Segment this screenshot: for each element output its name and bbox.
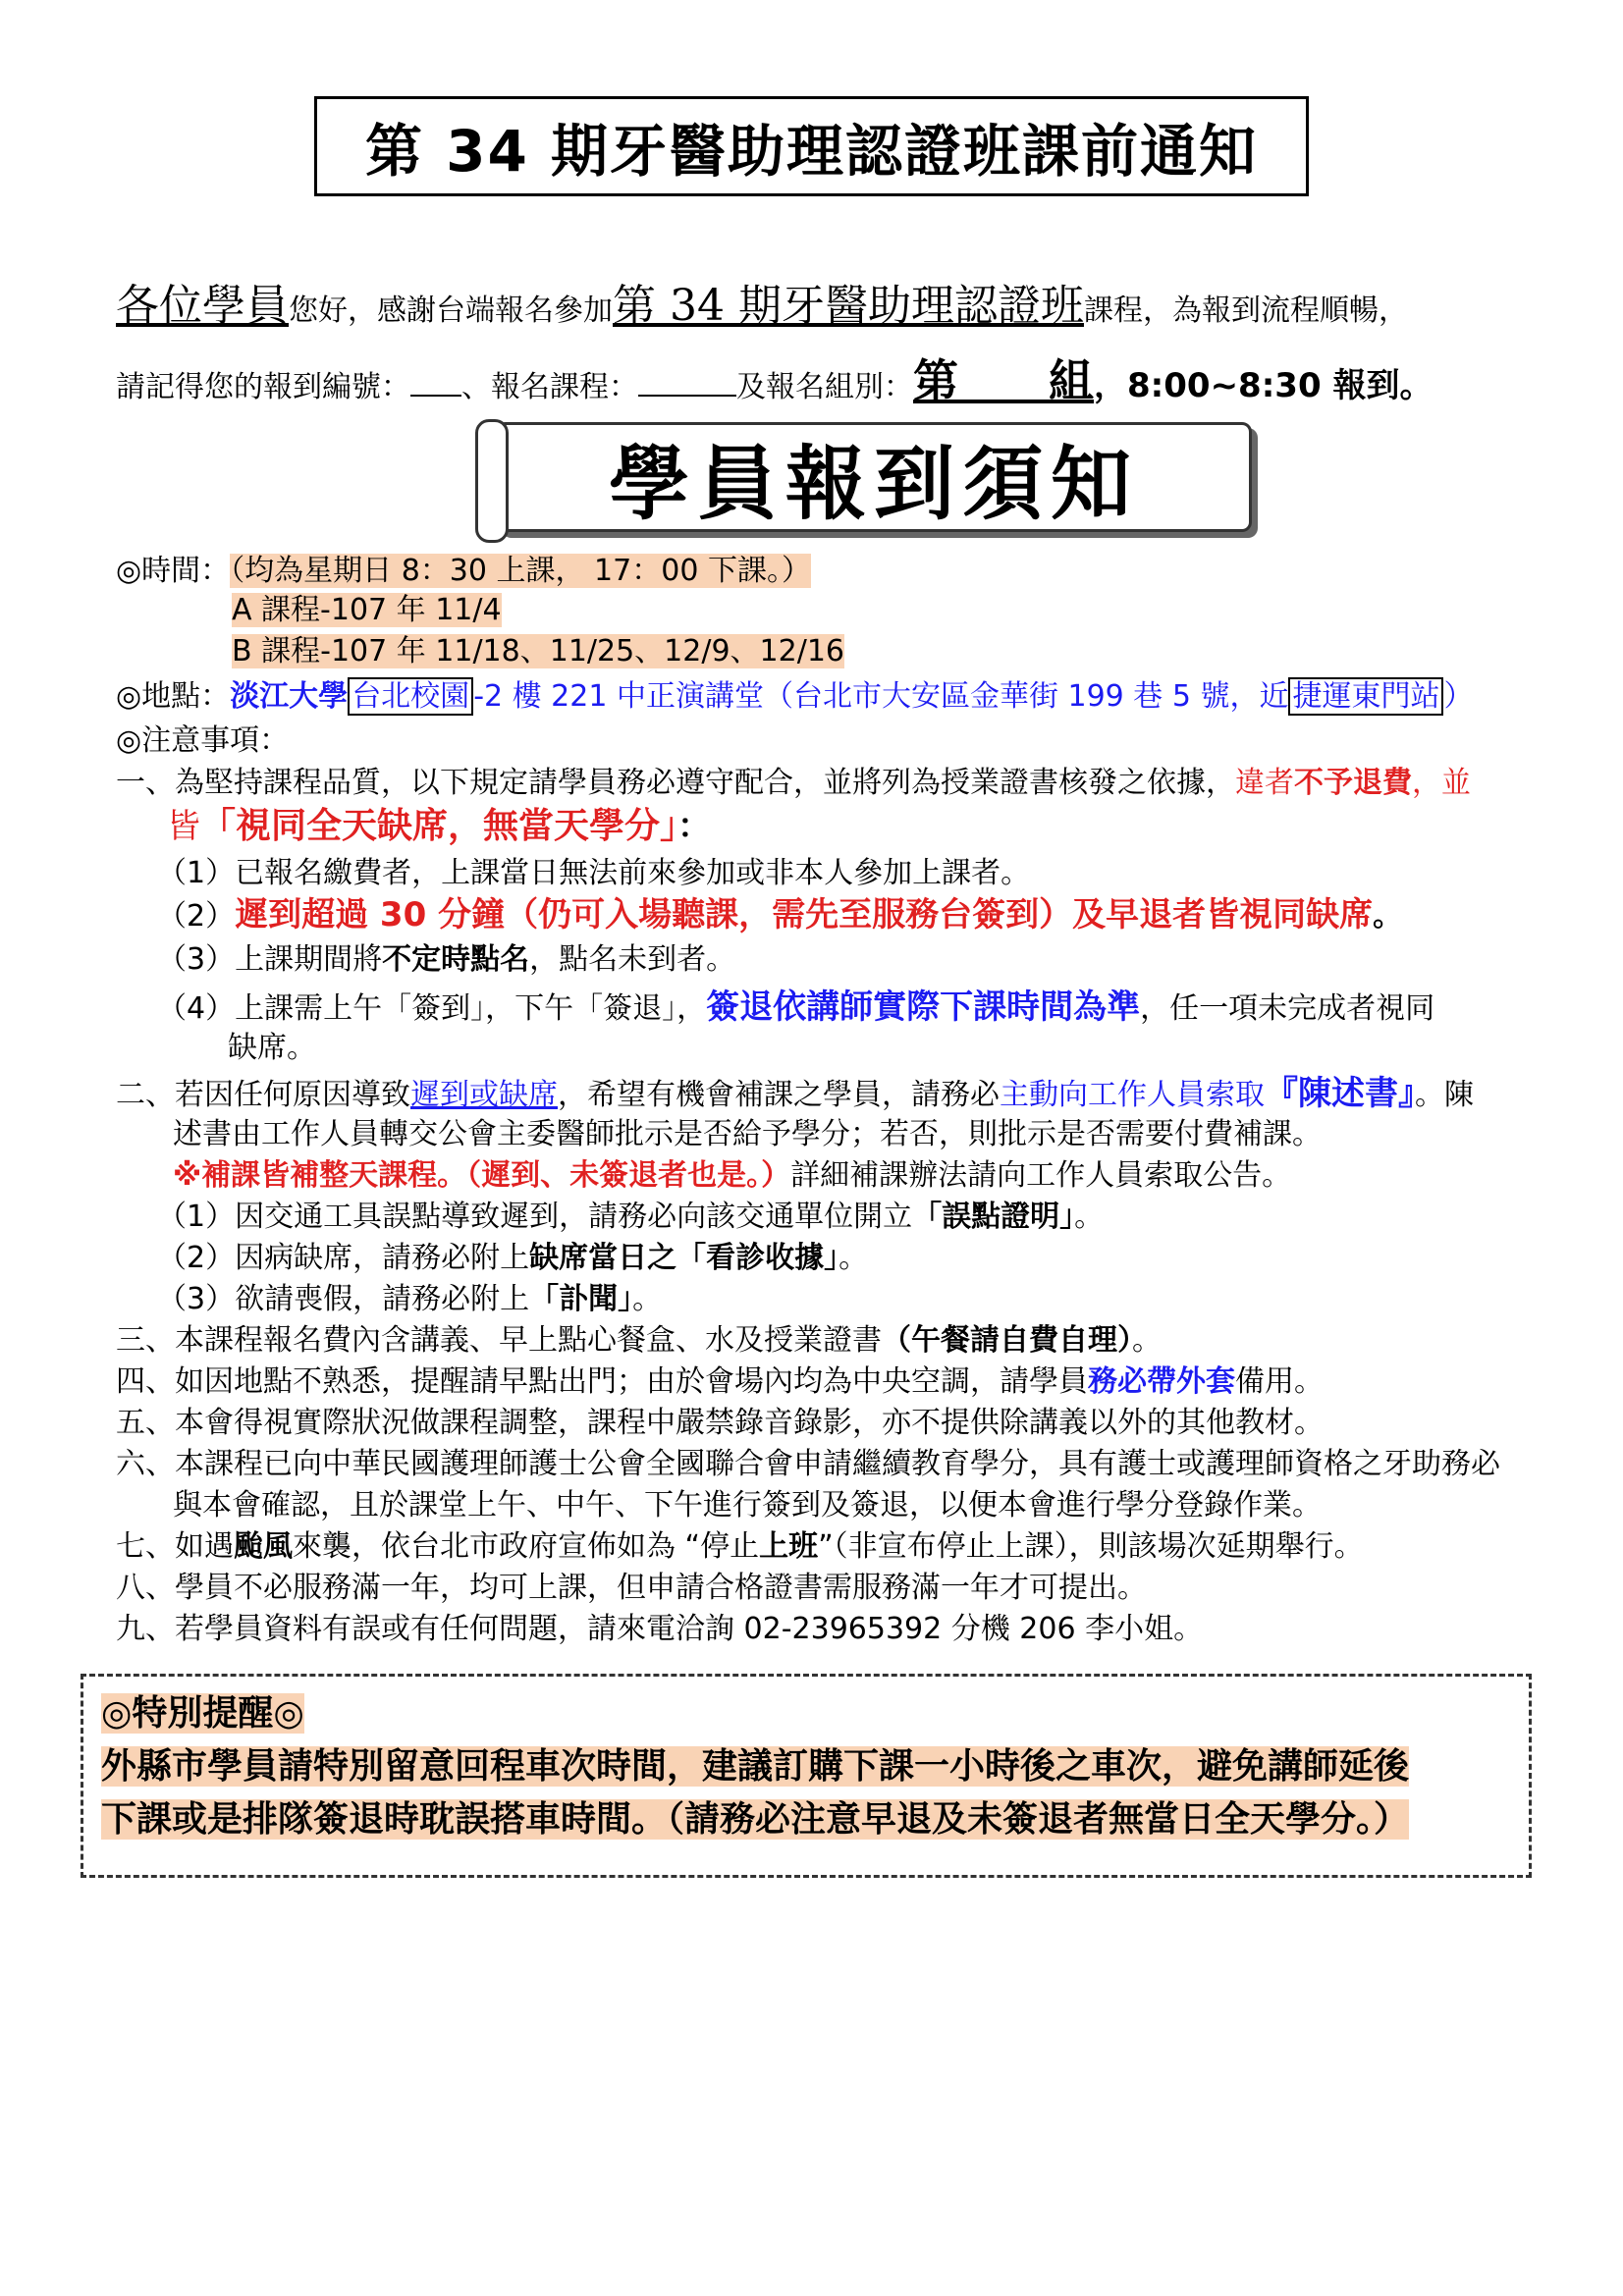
group-label: 及報名組別：	[736, 370, 913, 404]
item-4	[116, 1362, 1324, 1402]
greeting-text-2: 課程，為報到流程順暢，	[1083, 294, 1408, 328]
item-2-sub-2-text: （2）因病缺席，請務必附上	[157, 1241, 530, 1275]
greeting-text-1: 您好，感謝台端報名參加	[289, 294, 613, 328]
item-4-text: 四、如因地點不熟悉，提醒請早點出門；由於會場內均為中央空調，請學員	[116, 1364, 1088, 1399]
item-1-sub-4	[157, 988, 1434, 1029]
item-2-line-3	[173, 1156, 1291, 1196]
place-mrt-station: 捷運東門站	[1288, 677, 1443, 716]
item-4-jacket: 務必帶外套	[1088, 1364, 1235, 1399]
item-2-sub-1	[157, 1198, 1104, 1237]
special-reminder-box	[81, 1674, 1532, 1878]
notes-label: ◎注意事項：	[116, 723, 290, 758]
item-2-statement: 『陳述書』	[1265, 1074, 1415, 1113]
time-label: ◎時間：	[116, 554, 231, 588]
item-2-sub-1-text: （1）因交通工具誤點導致遲到，請務必向該交通單位開立	[157, 1200, 913, 1234]
item-1-roll-call: 不定時點名	[382, 942, 530, 977]
checkin-notice-banner: 學員報到須知	[496, 422, 1252, 532]
item-3-end: 。	[1132, 1323, 1162, 1358]
place-university: 淡江大學	[230, 679, 349, 714]
item-1-sub-1: （1）已報名繳費者，上課當日無法前來參加或非本人參加上課者。	[157, 856, 1031, 890]
item-3-text: 三、本課程報名費內含講義、早上點心餐盒、水及授業證書	[116, 1323, 882, 1358]
checkin-time: ，8:00~8:30 報到。	[1094, 366, 1434, 405]
item-7	[116, 1527, 1364, 1567]
course-b-dates: B 課程-107 年 11/18、11/25、12/9、12/16	[232, 634, 845, 668]
course-b-line	[232, 632, 844, 671]
item-7-text-2: 來襲，依台北市政府宣佈如為 “停止	[293, 1529, 760, 1564]
item-1-violation: 違者	[1235, 766, 1294, 800]
item-1-sub-2-end: 。	[1373, 899, 1403, 934]
greeting-line-1	[116, 281, 1408, 331]
course-a-line	[232, 591, 502, 630]
item-1-and: ，並	[1412, 766, 1471, 800]
item-1-sub-3	[157, 940, 735, 980]
item-2-late-absent: 遲到或缺席	[410, 1078, 558, 1112]
time-value: （均為星期日 8：30 上課， 17：00 下課。）	[230, 554, 811, 588]
item-2-sub-2	[157, 1239, 868, 1278]
item-1-signout-rule: 簽退依講師實際下課時間為準	[706, 988, 1141, 1027]
item-3	[116, 1321, 1162, 1361]
course-blank	[638, 367, 736, 397]
checkin-number-blank	[410, 367, 461, 397]
page-title: 第 34 期牙醫助理認證班課前通知	[314, 96, 1309, 196]
item-1-absent-rule: 「視同全天缺席，無當天學分」	[200, 806, 678, 846]
place-address: -2 樓 221 中正演講堂（台北市大安區金華街 199 巷 5 號，近	[473, 679, 1289, 714]
group-value: 第 組	[913, 354, 1094, 407]
item-2-sub-1-end: 。	[1074, 1200, 1105, 1234]
checkin-number-label: 請記得您的報到編號：	[116, 370, 410, 404]
item-1-line-1	[116, 764, 1471, 803]
item-7-work: 上班	[759, 1529, 819, 1564]
item-1-sub-4-cont: 缺席。	[228, 1031, 316, 1065]
item-2-sub-3-end: 。	[632, 1282, 663, 1316]
item-4-end: 備用。	[1235, 1364, 1324, 1399]
item-6-line-2: 與本會確認，且於課堂上午、中午、下午進行簽到及簽退，以便本會進行學分登錄作業。	[173, 1488, 1322, 1522]
item-1-sub-3-end: ，點名未到者。	[529, 942, 736, 977]
place-close-paren: ）	[1443, 679, 1474, 714]
item-1-sub-4-tail: ，任一項未完成者視同	[1140, 991, 1435, 1026]
item-1-sub-2	[157, 895, 1402, 936]
item-2-sub-2-end: 。	[839, 1241, 869, 1275]
item-2-sub-3-text: （3）欲請喪假，請務必附上	[157, 1282, 530, 1316]
item-1-text: 一、為堅持課程品質，以下規定請學員務必遵守配合，並將列為授業證書核發之依據，	[116, 766, 1235, 800]
reminder-line-1	[101, 1741, 1409, 1792]
course-label: 、報名課程：	[461, 370, 638, 404]
item-2-makeup-note: 詳細補課辦法請向工作人員索取公告。	[790, 1158, 1292, 1193]
reminder-line-2	[101, 1794, 1409, 1845]
reminder-title	[101, 1688, 304, 1739]
time-line	[116, 552, 811, 591]
item-6-line-1: 六、本課程已向中華民國護理師護士公會全國聯合會申請繼續教育學分，具有護士或護理師資格之牙助務必	[116, 1447, 1500, 1481]
item-1-colon: ：	[677, 807, 712, 846]
item-2-sub-3	[157, 1280, 662, 1319]
item-2-makeup-rule: ※補課皆補整天課程。（遲到、未簽退者也是。）	[173, 1158, 791, 1193]
item-7-end: ”（非宣布停止上課），則該場次延期舉行。	[818, 1529, 1364, 1564]
item-2-obituary: 「訃聞」	[529, 1282, 633, 1316]
item-2-text: 二、若因任何原因導致	[116, 1078, 410, 1112]
reminder-line-2-text: 下課或是排隊簽退時耽誤搭車時間。（請務必注意早退及未簽退者無當日全天學分。）	[101, 1799, 1410, 1840]
salutation: 各位學員	[116, 281, 289, 331]
item-2-line-1	[116, 1074, 1474, 1115]
greeting-line-2	[116, 354, 1434, 407]
course-a-date: A 課程-107 年 11/4	[232, 593, 502, 627]
reminder-title-text: ◎特別提醒◎	[101, 1693, 304, 1734]
item-1-sub-2-num: （2）	[157, 899, 236, 934]
item-2-delay-proof: 「誤點證明」	[912, 1200, 1075, 1234]
item-1-no-refund: 不予退費	[1294, 766, 1412, 800]
item-1-late-rule: 遲到超過 30 分鐘（仍可入場聽課，需先至服務台簽到）及早退者皆視同缺席	[235, 895, 1374, 934]
item-7-typhoon: 颱風	[234, 1529, 293, 1564]
item-2-line-2: 述書由工作人員轉交公會主委醫師批示是否給予學分；若否，則批示是否需要付費補課。	[173, 1117, 1322, 1151]
place-line	[116, 677, 1473, 717]
item-9: 九、若學員資料有誤或有任何問題，請來電洽詢 02-23965392 分機 206 李小姐。	[116, 1612, 1204, 1646]
item-3-lunch: （午餐請自費自理）	[882, 1323, 1132, 1358]
item-1-sub-3-text: （3）上課期間將	[157, 942, 383, 977]
course-name: 第 34 期牙醫助理認證班	[613, 281, 1084, 331]
item-8: 八、學員不必服務滿一年，均可上課，但申請合格證書需服務滿一年才可提出。	[116, 1571, 1147, 1605]
place-campus: 台北校園	[348, 677, 473, 716]
item-1-sub-4-text: （4）上課需上午「簽到」，下午「簽退」，	[157, 991, 707, 1026]
place-label: ◎地點：	[116, 679, 231, 714]
item-1-line-2	[167, 805, 711, 848]
reminder-line-1-text: 外縣市學員請特別留意回程車次時間，建議訂購下課一小時後之車次，避免講師延後	[101, 1746, 1410, 1787]
item-2-text-2: ，希望有機會補課之學員，請務必	[558, 1078, 1000, 1112]
item-2-tail: 。陳	[1415, 1078, 1474, 1112]
item-2-ask-staff: 主動向工作人員索取	[1000, 1078, 1265, 1112]
item-1-all: 皆	[167, 807, 200, 846]
item-5: 五、本會得視實際狀況做課程調整，課程中嚴禁錄音錄影，亦不提供除講義以外的其他教材。	[116, 1406, 1324, 1440]
item-7-text: 七、如遇	[116, 1529, 234, 1564]
item-2-medical-receipt: 缺席當日之「看診收據」	[529, 1241, 839, 1275]
